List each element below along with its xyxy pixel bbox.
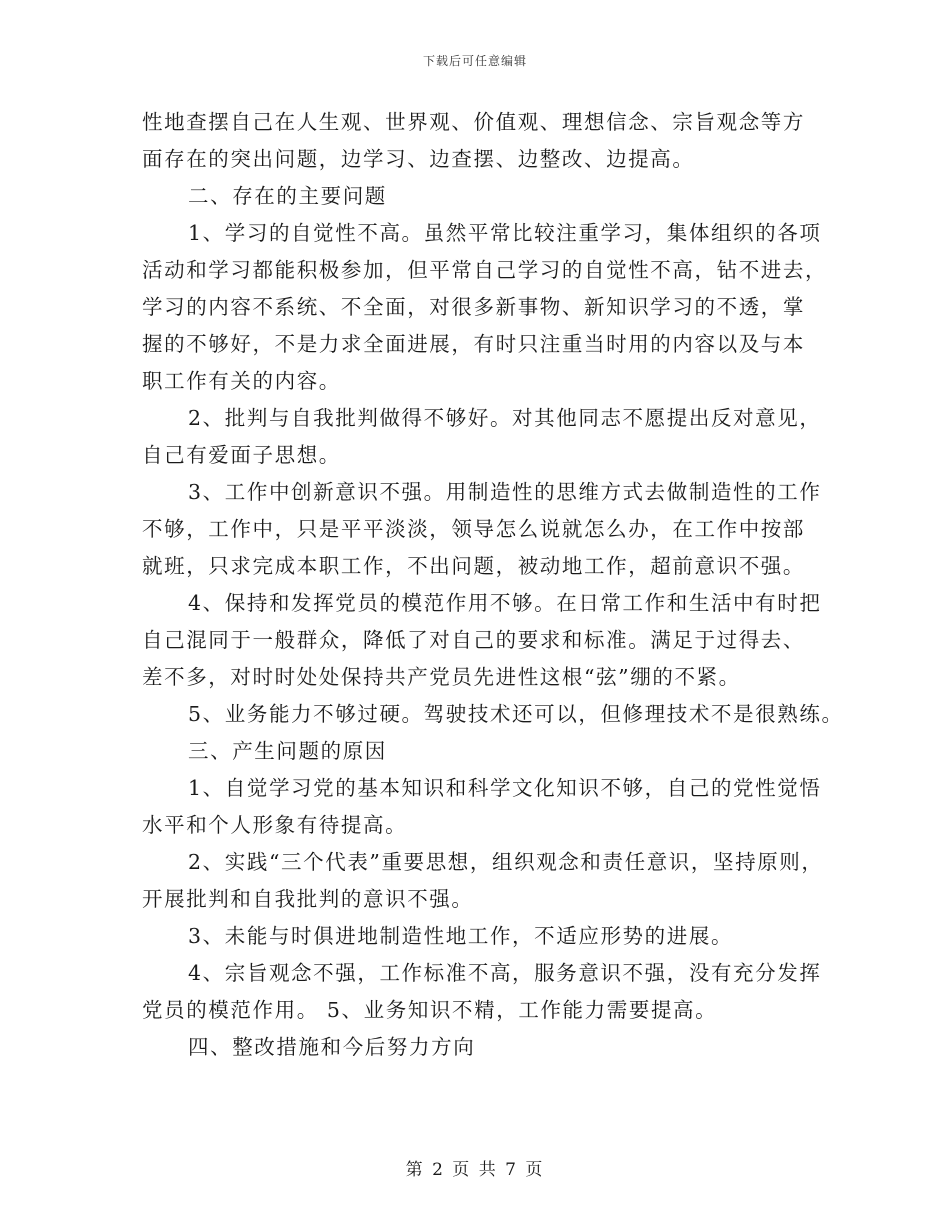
paragraph-line: 1、自觉学习党的基本知识和科学文化知识不够，自己的党性觉悟	[188, 776, 822, 800]
paragraph-line: 四、整改措施和今后努力方向	[188, 1035, 476, 1059]
paragraph-line: 4、保持和发挥党员的模范作用不够。在日常工作和生活中有时把	[188, 591, 822, 615]
paragraph-line: 三、产生问题的原因	[188, 739, 387, 763]
paragraph-line: 党员的模范作用。 5、业务知识不精，工作能力需要提高。	[142, 998, 718, 1022]
paragraph-line: 1、学习的自觉性不高。虽然平常比较注重学习，集体组织的各项	[188, 221, 822, 245]
paragraph-line: 3、未能与时俱进地制造性地工作，不适应形势的进展。	[188, 924, 734, 948]
paragraph-line: 面存在的突出问题，边学习、边查摆、边整改、边提高。	[142, 147, 695, 171]
paragraph-line: 二、存在的主要问题	[188, 184, 387, 208]
page-header: 下载后可任意编辑	[422, 54, 527, 68]
paragraph-line: 不够，工作中，只是平平淡淡，领导怎么说就怎么办，在工作中按部	[142, 517, 805, 541]
document-body	[142, 104, 844, 1066]
paragraph-line: 握的不够好，不是力求全面进展，有时只注重当时用的内容以及与本	[142, 332, 805, 356]
paragraph-line: 3、工作中创新意识不强。用制造性的思维方式去做制造性的工作	[188, 480, 822, 504]
page-number: 第 2 页 共 7 页	[405, 1160, 545, 1180]
paragraph-line: 5、业务能力不够过硬。驾驶技术还可以，但修理技术不是很熟练。	[188, 702, 844, 726]
paragraph-line: 自己有爱面子思想。	[142, 443, 341, 467]
paragraph-line: 开展批判和自我批判的意识不强。	[142, 887, 474, 911]
paragraph-line: 2、实践“三个代表”重要思想，组织观念和责任意识，坚持原则，	[188, 850, 824, 874]
paragraph-line: 学习的内容不系统、不全面，对很多新事物、新知识学习的不透，掌	[142, 295, 805, 319]
paragraph-line: 水平和个人形象有待提高。	[142, 813, 408, 837]
paragraph-line: 自己混同于一般群众，降低了对自己的要求和标准。满足于过得去、	[142, 628, 805, 652]
paragraph-line: 性地查摆自己在人生观、世界观、价值观、理想信念、宗旨观念等方	[142, 110, 805, 134]
paragraph-line: 职工作有关的内容。	[142, 369, 341, 393]
paragraph-line: 差不多，对时时处处保持共产党员先进性这根“弦”绷的不紧。	[142, 665, 741, 689]
paragraph-line: 4、宗旨观念不强，工作标准不高，服务意识不强，没有充分发挥	[188, 961, 822, 985]
paragraph-line: 2、批判与自我批判做得不够好。对其他同志不愿提出反对意见，	[188, 406, 822, 430]
paragraph-line: 就班，只求完成本职工作，不出问题，被动地工作，超前意识不强。	[142, 554, 805, 578]
paragraph-line: 活动和学习都能积极参加，但平常自己学习的自觉性不高，钻不进去，	[142, 258, 828, 282]
